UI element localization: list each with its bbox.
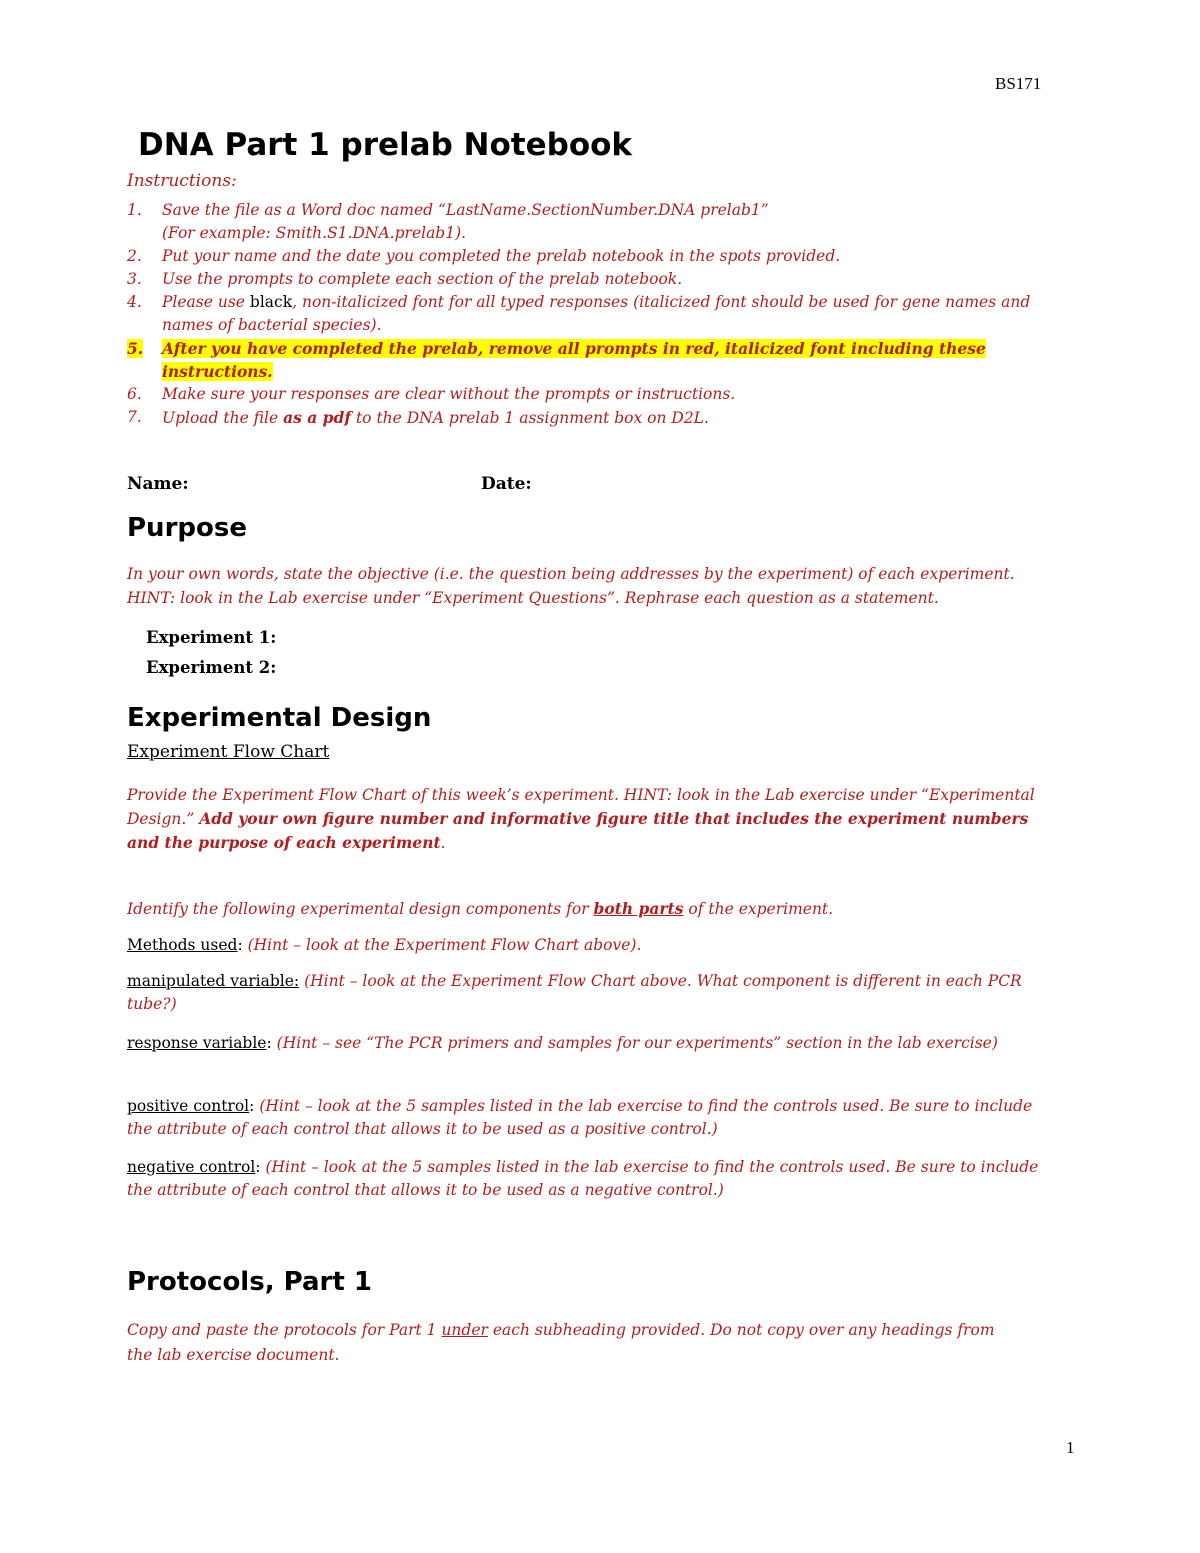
instruction-bold-part: as a pdf: [283, 408, 352, 427]
instruction-text: Make sure your responses are clear without the prompts or instructions.: [162, 385, 736, 403]
identify-prompt: [127, 897, 833, 921]
prompt-part: of the experiment.: [683, 900, 834, 918]
instruction-number: 3.: [127, 270, 142, 288]
flow-chart-subheading: Experiment Flow Chart: [127, 742, 330, 762]
negative-control-row: negative control: (Hint – look at the 5 samples listed in the lab exercise to find the controls used. Be sure to include the attribute of each control that allows it to be used as a negative control.): [127, 1156, 1087, 1202]
instruction-text: [162, 291, 1062, 314]
manipulated-variable-hint: (Hint – look at the Experiment Flow Chart above. What component is different in each PCR: [304, 972, 1022, 990]
black-word: black: [249, 293, 293, 311]
purpose-prompt: [127, 562, 1087, 610]
instruction-text-cont: (For example: Smith.S1.DNA.prelab1).: [162, 224, 467, 242]
course-code-header: BS171: [995, 74, 1042, 93]
protocols-heading: Protocols, Part 1: [127, 1267, 372, 1297]
response-variable-row: response variable: (Hint – see “The PCR primers and samples for our experiments” section in the lab exercise): [127, 1034, 998, 1052]
experiment-1-label: Experiment 1:: [146, 628, 277, 647]
purpose-prompt-line: In your own words, state the objective (i.e. the question being addresses by the experiment) of each experiment.: [127, 565, 1015, 583]
instruction-text-part: to the DNA prelab 1 assignment box on D2L.: [351, 409, 709, 427]
document-title: DNA Part 1 prelab Notebook: [138, 127, 633, 163]
positive-control-label: positive control: [127, 1097, 250, 1115]
methods-used-label: Methods used: [127, 936, 238, 954]
manipulated-variable-label: manipulated variable:: [127, 972, 300, 990]
instruction-text: [162, 406, 1062, 430]
instruction-text: Use the prompts to complete each section of the prelab notebook.: [162, 270, 683, 288]
instruction-text-part: Upload the file: [162, 409, 284, 427]
prompt-part: .: [440, 834, 446, 852]
flow-chart-prompt-line: [127, 807, 1087, 831]
response-variable-hint: (Hint – see “The PCR primers and samples for our experiments” section in the lab exercise): [276, 1034, 998, 1052]
instruction-number: 5.: [127, 339, 144, 358]
flow-chart-prompt-line: Provide the Experiment Flow Chart of this week’s experiment. HINT: look in the Lab exercise under “Experimental: [127, 786, 1035, 804]
instruction-text: Save the file as a Word doc named “LastName.SectionNumber.DNA prelab1”: [162, 201, 769, 219]
experimental-design-heading: Experimental Design: [127, 703, 432, 733]
positive-control-hint-cont: the attribute of each control that allows it to be used as a positive control.): [127, 1120, 718, 1138]
purpose-heading: Purpose: [127, 513, 247, 543]
flow-chart-prompt-line: [127, 831, 1087, 855]
prompt-part: Design.”: [127, 810, 200, 828]
instruction-text-part: , non-italicized font for all typed responses (italicized font should be used for gene names and: [292, 293, 1031, 311]
experiment-2-label: Experiment 2:: [146, 658, 277, 677]
instructions-label: Instructions:: [127, 171, 237, 191]
prompt-bold-part: and the purpose of each experiment: [127, 833, 441, 852]
response-variable-label: response variable: [127, 1034, 267, 1052]
instruction-number: 6.: [127, 385, 142, 403]
negative-control-hint-cont: the attribute of each control that allows it to be used as a negative control.): [127, 1181, 724, 1199]
methods-used-hint: (Hint – look at the Experiment Flow Chart above).: [247, 936, 642, 954]
instruction-number: 4.: [127, 293, 142, 311]
prompt-bold-part: Add your own figure number and informative figure title that includes the experiment numbers: [199, 809, 1029, 828]
purpose-prompt-line: HINT: look in the Lab exercise under “Experiment Questions”. Rephrase each question as a statement.: [127, 589, 939, 607]
prompt-part: Copy and paste the protocols for Part 1: [127, 1321, 442, 1339]
instruction-number: 7.: [127, 408, 142, 426]
instruction-text: Put your name and the date you completed the prelab notebook in the spots provided.: [162, 247, 841, 265]
instruction-number: 1.: [127, 201, 142, 219]
instruction-text-part: Please use: [162, 293, 250, 311]
manipulated-variable-hint-cont: tube?): [127, 995, 177, 1013]
prompt-bold-part: both parts: [593, 899, 684, 918]
protocols-prompt: [127, 1318, 1087, 1368]
name-label: Name:: [127, 474, 189, 494]
highlighted-instruction: After you have completed the prelab, remove all prompts in red, italicized font including these: [162, 339, 986, 358]
protocols-prompt-line: the lab exercise document.: [127, 1346, 340, 1364]
prompt-underlined-part: under: [441, 1321, 488, 1339]
flow-chart-prompt: [127, 784, 1087, 855]
positive-control-hint: (Hint – look at the 5 samples listed in the lab exercise to find the controls used. Be sure to include: [259, 1097, 1033, 1115]
negative-control-label: negative control: [127, 1158, 256, 1176]
negative-control-hint: (Hint – look at the 5 samples listed in the lab exercise to find the controls used. Be sure to include: [265, 1158, 1039, 1176]
highlighted-instruction-cont: instructions.: [162, 362, 273, 381]
instruction-number: 2.: [127, 247, 142, 265]
page-number: 1: [1066, 1438, 1075, 1457]
prompt-part: each subheading provided. Do not copy over any headings from: [487, 1321, 995, 1339]
prompt-part: Identify the following experimental design components for: [127, 900, 594, 918]
date-label: Date:: [481, 474, 532, 494]
methods-used-row: Methods used: (Hint – look at the Experiment Flow Chart above).: [127, 936, 642, 954]
instruction-text-cont: names of bacterial species).: [162, 316, 382, 334]
positive-control-row: positive control: (Hint – look at the 5 samples listed in the lab exercise to find the controls used. Be sure to include the attribute of each control that allows it to be used as a positive control.): [127, 1095, 1087, 1141]
manipulated-variable-row: [127, 970, 1087, 1016]
